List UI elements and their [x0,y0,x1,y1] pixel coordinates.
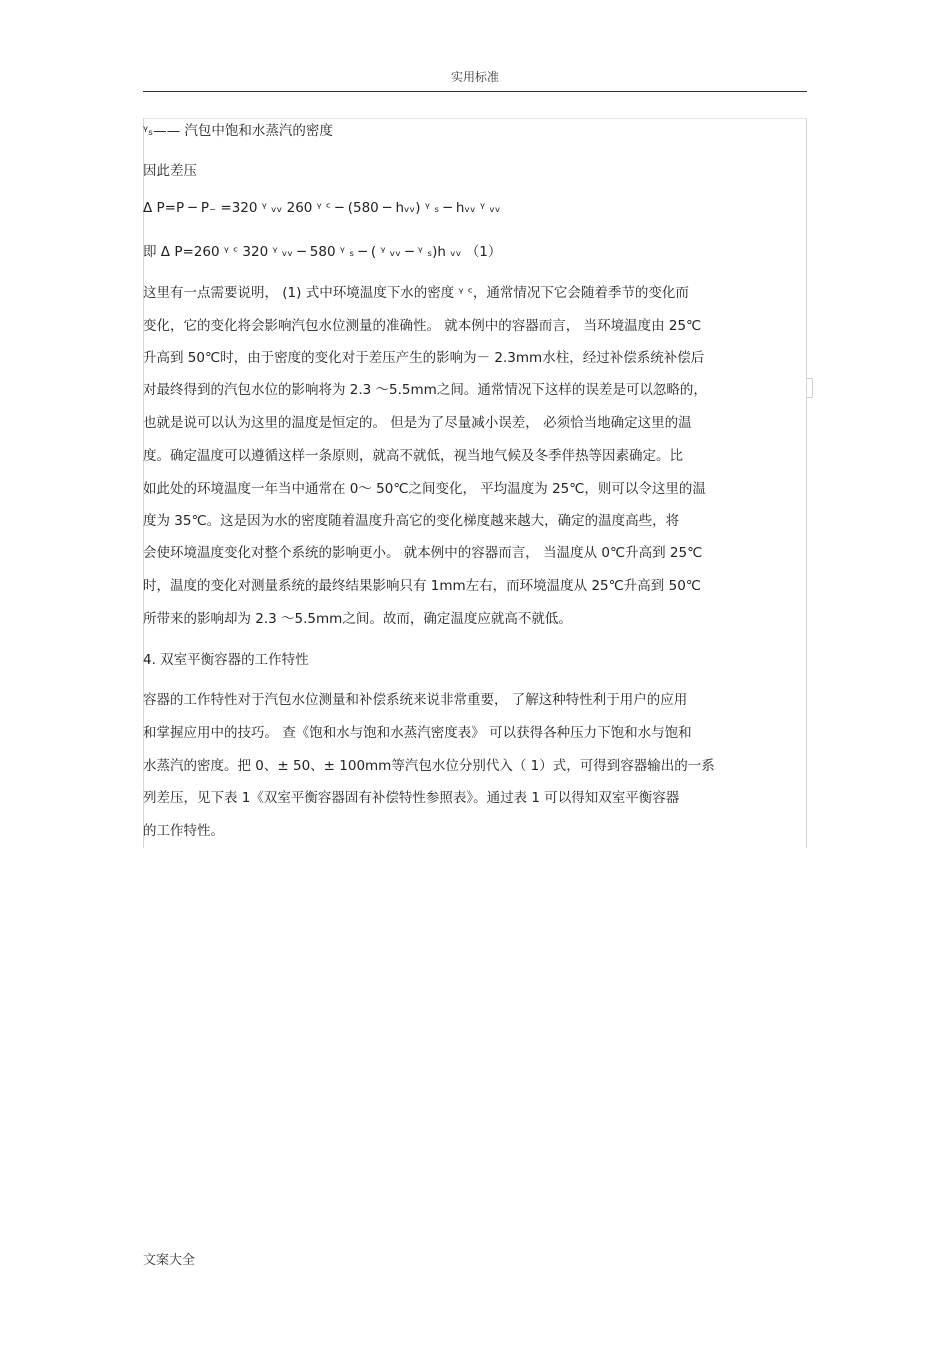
text-line: 所带来的影响却为 2.3 ～5.5mm之间。故而，确定温度应就高不就低。 [143,611,572,627]
formula-line: 即 Δ P=260 ᵞ ᶜ 320 ᵞ ᵥᵥ ─ 580 ᵞ ₛ ─ ( ᵞ ᵥᵥ ─ ᵞ ₛ)h ᵥᵥ （1） [143,244,502,260]
text-line: ᵞₛ—— 汽包中饱和水蒸汽的密度 [143,123,333,139]
header-rule [143,91,807,92]
text-line: 容器的工作特性对于汽包水位测量和补偿系统来说非常重要， 了解这种特性利于用户的应用 [143,692,688,708]
text-line: 对最终得到的汽包水位的影响将为 2.3 ～5.5mm之间。通常情况下这样的误差是可以忽略的， [143,382,707,398]
section-heading: 4. 双室平衡容器的工作特性 [143,652,309,668]
text-line: 和掌握应用中的技巧。 查《饱和水与饱和水蒸汽密度表》 可以获得各种压力下饱和水与饱和 [143,725,692,741]
formula-line: Δ P=P ─ P₋ =320 ᵞ ᵥᵥ 260 ᵞ ᶜ ─ (580 ─ hᵥᵥ) ᵞ ₛ ─ hᵥᵥ ᵞ ᵥᵥ [143,200,501,216]
text-line: 因此差压 [143,163,197,179]
frame-right-border [806,118,807,848]
text-line: 的工作特性。 [143,823,224,839]
text-line: 列差压，见下表 1《双室平衡容器固有补偿特性参照表》。通过表 1 可以得知双室平衡容器 [143,790,680,806]
page-header: 实用标准 [450,70,499,84]
text-line: 度为 35℃。这是因为水的密度随着温度升高它的变化梯度越来越大，确定的温度高些，将 [143,513,680,529]
page-footer: 文案大全 [143,1253,196,1268]
text-line: 度。确定温度可以遵循这样一条原则，就高不就低，视当地气候及冬季伴热等因素确定。比 [143,448,683,464]
text-line: 变化，它的变化将会影响汽包水位测量的准确性。 就本例中的容器而言， 当环境温度由 25℃ [143,318,702,334]
margin-mark [806,378,813,398]
text-line: 会使环境温度变化对整个系统的影响更小。 就本例中的容器而言， 当温度从 0℃升高到 25℃ [143,545,703,561]
text-line: 如此处的环境温度一年当中通常在 0～ 50℃之间变化， 平均温度为 25℃，则可以令这里的温 [143,481,706,497]
text-line: 水蒸汽的密度。把 0、± 50、± 100mm等汽包水位分别代入（ 1）式，可得到容器输出的一系 [143,758,715,774]
text-line: 升高到 50℃时，由于密度的变化对于差压产生的影响为－ 2.3mm水柱，经过补偿系统补偿后 [143,350,705,366]
text-line: 也就是说可以认为这里的温度是恒定的。 但是为了尽量减小误差， 必须恰当地确定这里的温 [143,415,692,431]
text-line: 时，温度的变化对测量系统的最终结果影响只有 1mm左右，而环境温度从 25℃升高到 50℃ [143,578,701,594]
text-line: 这里有一点需要说明， (1) 式中环境温度下水的密度 ᵞ ᶜ，通常情况下它会随着季节的变化而 [143,285,689,301]
